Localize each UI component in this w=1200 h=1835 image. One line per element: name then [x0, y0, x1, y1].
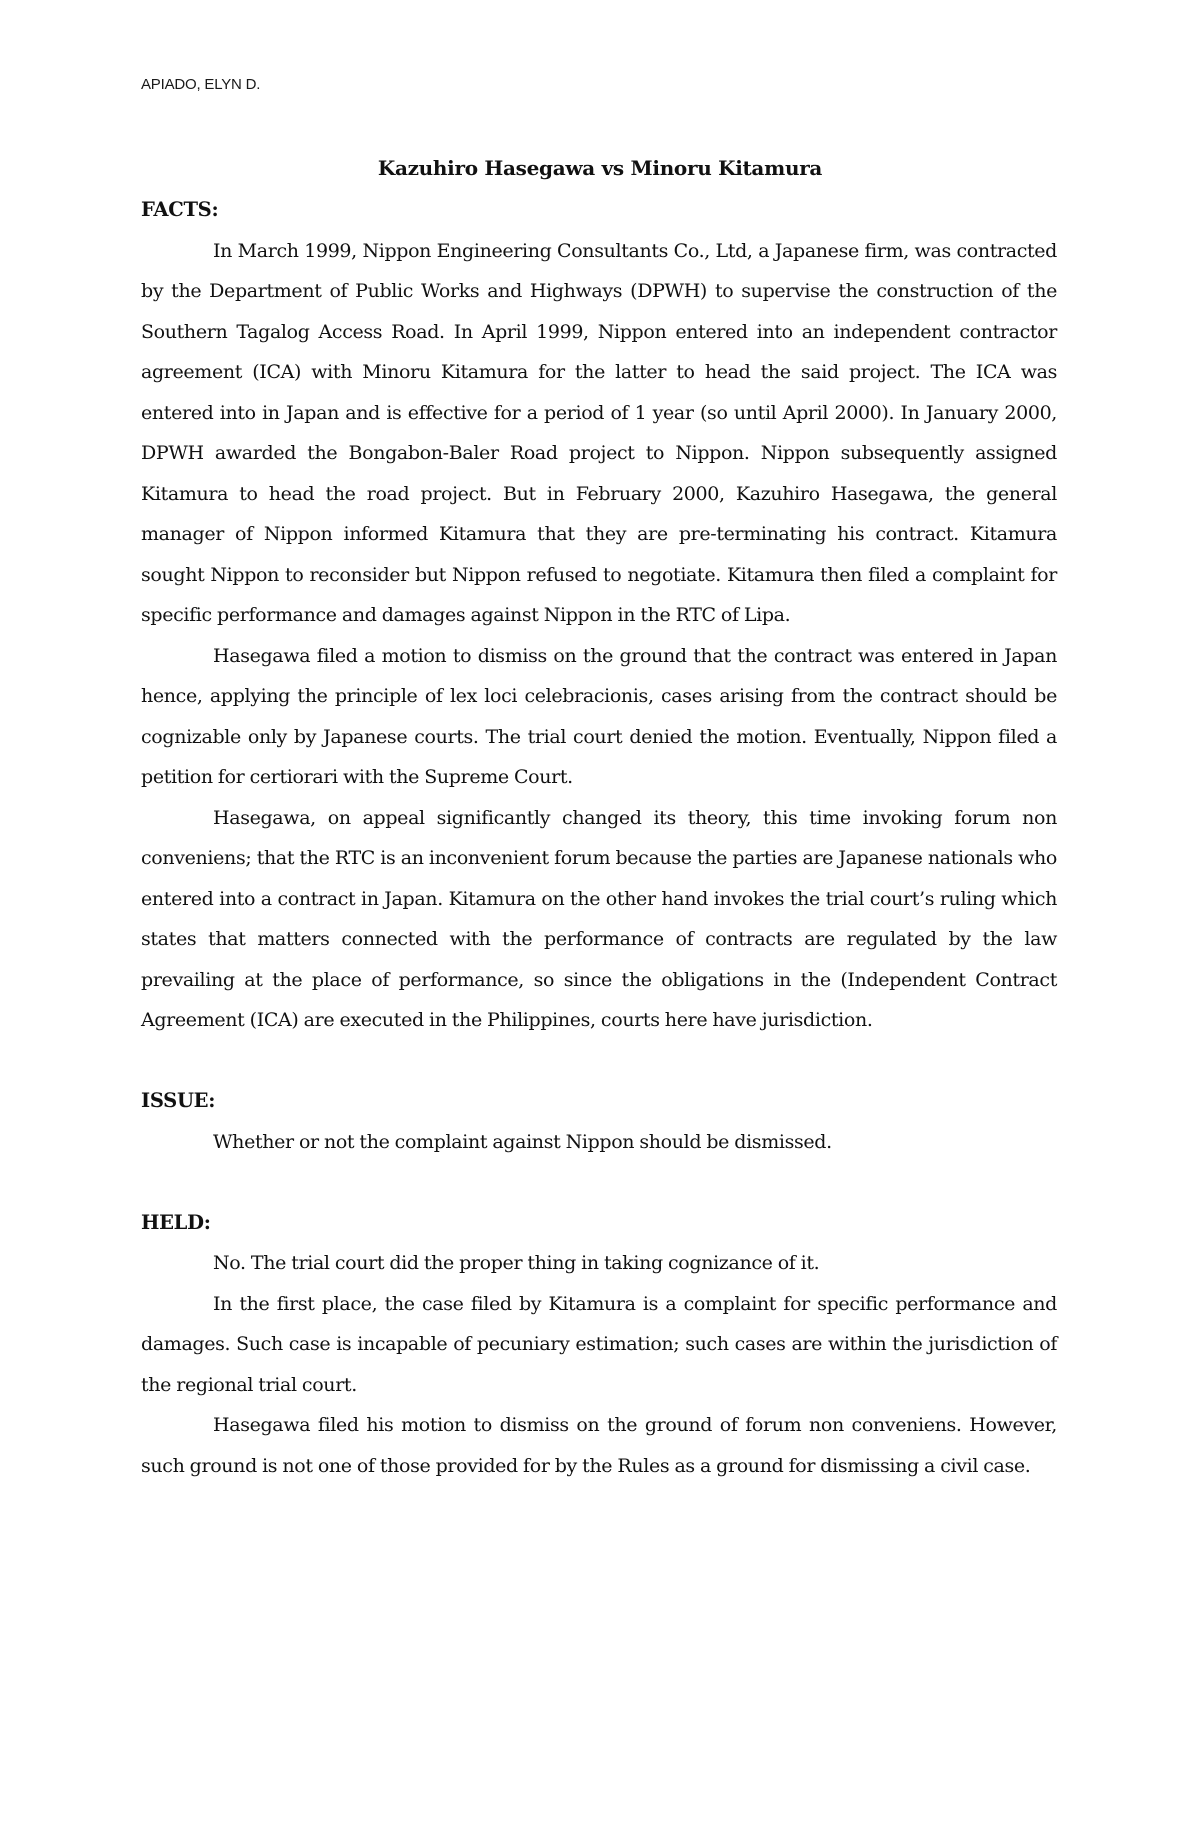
facts-paragraph: In March 1999, Nippon Engineering Consultants Co., Ltd, a Japanese firm, was contracted by the Department of Public Works and Highways (DPWH) to supervise the construction of the Southern Tagalog Access Road. In April 1999, Nippon entered into an independent contractor agreement (ICA) with Minoru Kitamura for the latter to head the said project. The ICA was entered into in Japan and is effective for a period of 1 year (so until April 2000). In January 2000, DPWH awarded the Bongabon-Baler Road project to Nippon. Nippon subsequently assigned Kitamura to head the road project. But in February 2000, Kazuhiro Hasegawa, the general manager of Nippon informed Kitamura that they are pre-terminating his contract. Kitamura sought Nippon to reconsider but Nippon refused to negotiate. Kitamura then filed a complaint for specific performance and damages against Nippon in the RTC of Lipa. — [141, 239, 1057, 626]
held-section — [141, 1203, 1057, 1487]
issue-paragraph: Whether or not the complaint against Nippon should be dismissed. — [213, 1130, 832, 1153]
held-paragraph: Hasegawa filed his motion to dismiss on the ground of forum non conveniens. However, such ground is not one of those provided for by the Rules as a ground for dismissing a civil case. — [141, 1414, 1057, 1477]
issue-heading: ISSUE: — [141, 1089, 216, 1112]
facts-paragraph: Hasegawa, on appeal significantly changed its theory, this time invoking forum non conveniens; that the RTC is an inconvenient forum because the parties are Japanese nationals who entered into a contract in Japan. Kitamura on the other hand invokes the trial court’s ruling which states that matters connected with the performance of contracts are regulated by the law prevailing at the place of performance, so since the obligations in the (Independent Contract Agreement (ICA) are executed in the Philippines, courts here have jurisdiction. — [141, 806, 1057, 1031]
facts-section — [141, 190, 1057, 1041]
held-heading: HELD: — [141, 1210, 211, 1234]
held-paragraph: In the first place, the case filed by Kitamura is a complaint for specific performance and damages. Such case is incapable of pecuniary estimation; such cases are within the jurisdiction of the regional trial court. — [141, 1292, 1057, 1396]
facts-paragraph: Hasegawa filed a motion to dismiss on the ground that the contract was entered in Japan hence, applying the principle of lex loci celebracionis, cases arising from the contract should be cognizable only by Japanese courts. The trial court denied the motion. Eventually, Nippon filed a petition for certiorari with the Supreme Court. — [141, 644, 1057, 788]
document-body — [141, 190, 1057, 1486]
section-spacer — [141, 1041, 1057, 1082]
issue-section — [141, 1081, 1057, 1162]
section-spacer — [141, 1162, 1057, 1203]
author-name: APIADO, ELYN D. — [141, 76, 261, 93]
held-paragraph: No. The trial court did the proper thing in taking cognizance of it. — [213, 1252, 820, 1274]
case-title: Kazuhiro Hasegawa vs Minoru Kitamura — [377, 156, 823, 180]
facts-heading: FACTS: — [141, 198, 219, 221]
